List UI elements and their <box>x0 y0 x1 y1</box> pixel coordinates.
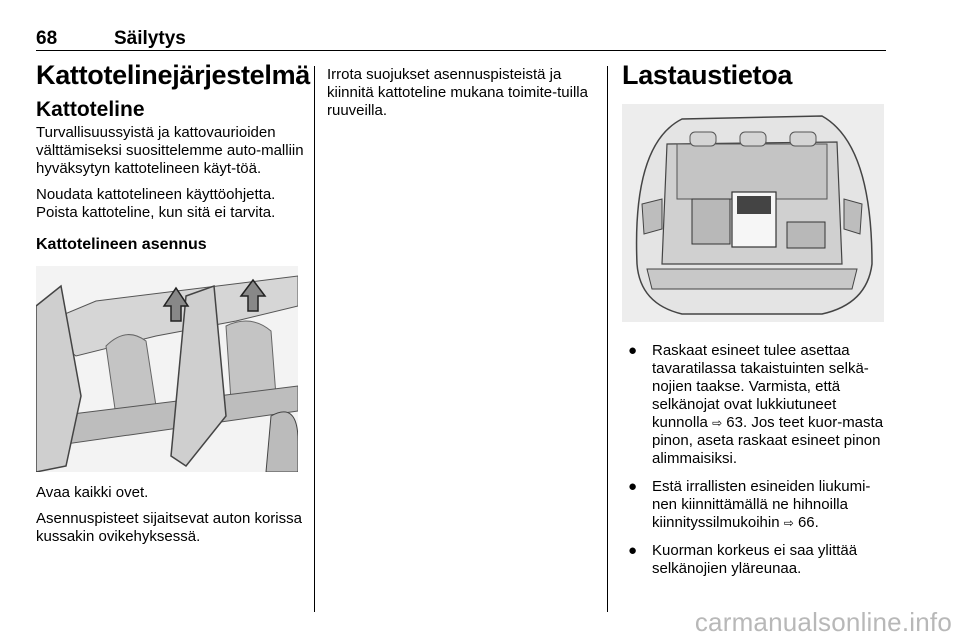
column-1 <box>36 58 310 554</box>
bullet-icon: ● <box>628 342 638 359</box>
paragraph: Avaa kaikki ovet. <box>36 484 149 501</box>
subheading: Kattotelineen asennus <box>36 236 207 253</box>
car-doors-open-illustration <box>36 266 298 472</box>
paragraph: Noudata kattotelineen käyttöohjetta. Poista kattoteline, kun sitä ei tarvita. <box>36 186 276 221</box>
cross-reference-icon: ⇨ <box>783 516 794 530</box>
page-reference-link[interactable]: 63 <box>726 414 743 431</box>
column-3 <box>622 58 890 588</box>
column-2 <box>327 66 593 120</box>
bullet-icon: ● <box>628 542 638 559</box>
list-item: ● Estä irrallisten esineiden liukumi-nen kiinnittämällä ne hihnoilla kiinnityssilmukoihin ⇨ 66. <box>628 478 871 531</box>
column-divider <box>607 66 608 612</box>
list-item: ● Kuorman korkeus ei saa ylittää selkänojien yläreunaa. <box>628 542 858 577</box>
page-number: 68 <box>36 28 58 49</box>
section-title: Lastaustietoa <box>622 60 793 90</box>
section-title: Kattotelinejärjestelmä <box>36 60 310 90</box>
paragraph: Asennuspisteet sijaitsevat auton korissa kussakin ovikehyksessä. <box>36 510 302 545</box>
loading-tips-list <box>622 342 890 578</box>
paragraph: Irrota suojukset asennuspisteistä ja kiinnitä kattoteline mukana toimite-tuilla ruuveilla. <box>327 66 588 119</box>
subsection-title: Kattoteline <box>36 98 145 121</box>
page-header <box>36 28 886 52</box>
paragraph: Turvallisuussyistä ja kattovaurioiden välttämiseksi suosittelemme auto-malliin hyväksytyn kattotelineen käyt-töä. <box>36 124 304 177</box>
site-watermark: carmanualsonline.info <box>694 607 952 637</box>
column-divider <box>314 66 315 612</box>
cargo-area-illustration <box>622 104 884 322</box>
header-rule <box>36 50 886 51</box>
cross-reference-icon: ⇨ <box>712 416 723 430</box>
bullet-icon: ● <box>628 478 638 495</box>
list-item: ● Raskaat esineet tulee asettaa tavaratilassa takaistuinten selkä-nojien taakse. Varmista, että selkänojat ovat lukkiutuneet kunnolla ⇨ 63. Jos teet kuor-masta pinon, aseta raskaat esineet pinon alimmaisiksi. <box>628 342 884 467</box>
chapter-title: Säilytys <box>114 28 186 49</box>
page-reference-link[interactable]: 66 <box>797 514 815 531</box>
